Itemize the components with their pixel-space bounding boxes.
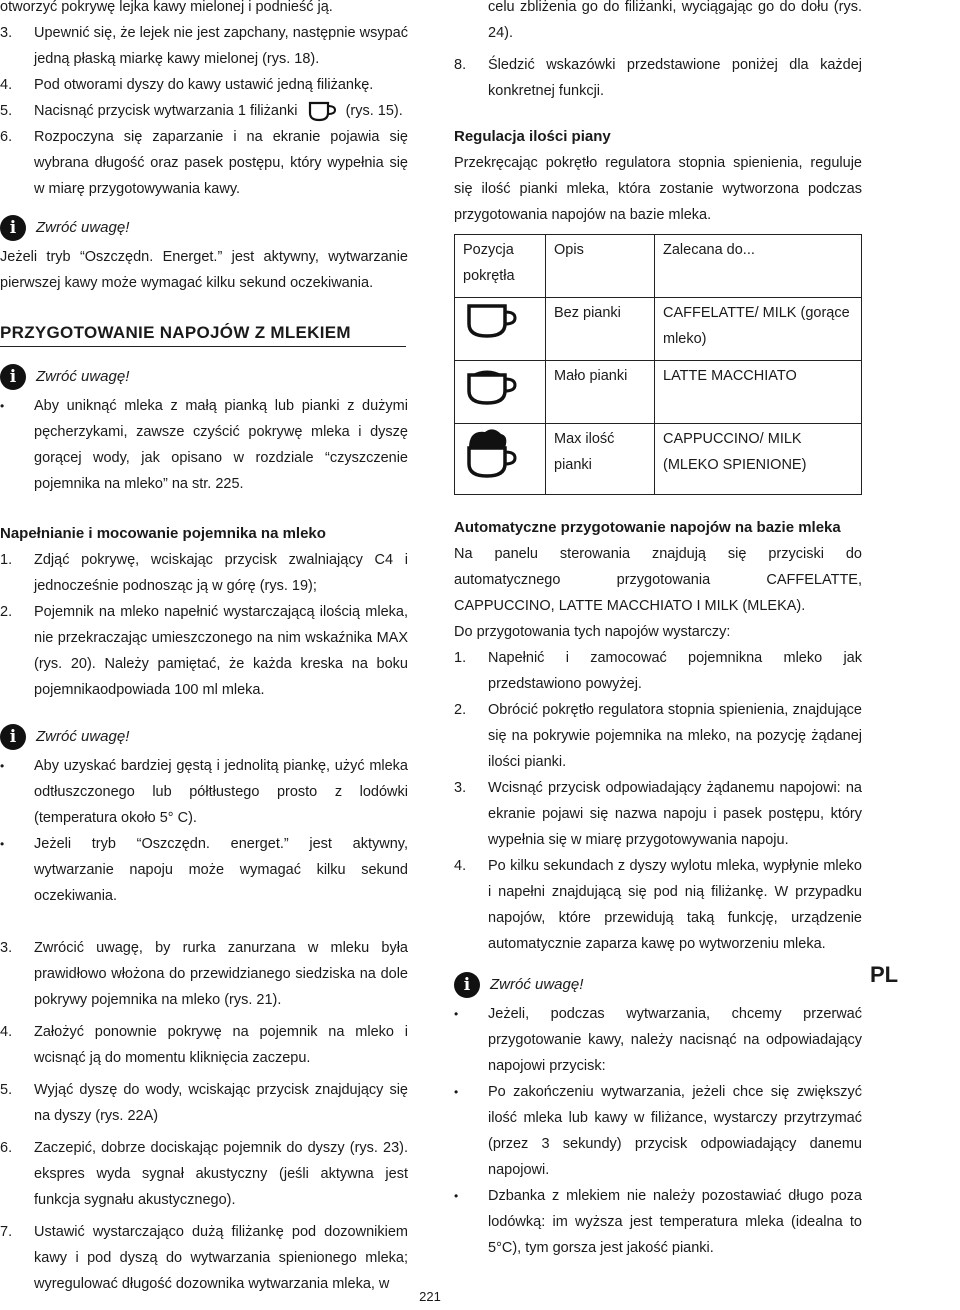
list-item [454,697,862,775]
cup-no-foam-icon [463,300,521,340]
item-text: Rozpoczyna się zaparzanie i na ekranie pojawia się wybrana długość oraz pasek postępu, który wypełnia się w miarę przygotowywania kawy. [34,129,408,197]
item-text: Ustawić wystarczająco dużą filiżankę pod dozownikiem kawy i pod dyszą do wytwarzania spienionego mleka; wyregulować długość dozownika wytwarzania mleka, w [34,1224,408,1292]
cup-icon [306,100,338,122]
language-tab: PL [870,962,899,987]
item-number: 4. [454,858,467,874]
table-header-cell: Opis [546,235,655,298]
table-cell: Mało pianki [546,361,655,424]
table-row [455,424,862,495]
table-cell-icon [455,424,546,495]
page-number: 221 [419,1289,441,1304]
list-item [0,547,408,599]
item-text: Założyć ponownie pokrywę na pojemnik na mleko i wcisnąć ją do momentu kliknięcia zaczepu. [34,1024,408,1066]
item-number: 5. [0,1082,13,1098]
note-title: Zwróć uwagę! [36,728,130,745]
item-text: Zdjąć pokrywę, wciskając przycisk zwalniający C4 i jednocześnie podnosząc ją w górę (rys. 19); [34,552,408,594]
table-header-row [455,235,862,298]
note-bullet: • Dzbanka z mlekiem nie należy pozostawiać długo poza lodówką: im wyższa jest temperatura mleka (idealna to 5°C), tym gorsza jest jakość pianki. [454,1183,862,1261]
paragraph: Do przygotowania tych napojów wystarczy: [454,624,731,640]
table-header-cell: Zalecana do... [655,235,862,298]
item-text: (rys. 15). [345,103,403,119]
table-row [455,298,862,361]
item-text: Obrócić pokrętło regulatora stopnia spienienia, znajdujące się na pokrywie pojemnika na mleko, na pozycję żądanej ilości pianki. [488,702,862,770]
section-title: PRZYGOTOWANIE NAPOJÓW Z MLEKIEM [0,320,406,347]
list-item [454,853,862,957]
info-icon: i [454,972,480,998]
table-cell-icon [455,298,546,361]
note-header [0,212,408,244]
list-item [454,645,862,697]
paragraph: Na panelu sterowania znajdują się przyciski do automatycznego przygotowania CAFFELATTE, CAPPUCCINO, LATTE MACCHIATO I MILK (MLEKA). [454,546,862,614]
continuation-text [454,0,862,46]
list-item [0,124,408,202]
note-title: Zwróć uwagę! [36,368,130,385]
subsection-heading: Automatyczne przygotowanie napojów na bazie mleka [454,519,841,536]
list-item [0,599,408,703]
item-number: 1. [0,552,13,568]
note-bullet: • Po zakończeniu wytwarzania, jeżeli chce się zwiększyć ilość mleka lub kawy w filiżance, wystarczy przytrzymać (przez 3 sekundy) przycisk odpowiadający danemu napojowi. [454,1079,862,1183]
note-header [454,969,862,1001]
item-text: Pod otworami dyszy do kawy ustawić jedną filiżankę. [34,77,374,93]
list-item [0,20,408,72]
table-header-cell: Pozycja pokrętła [455,235,546,298]
item-number: 6. [0,1140,13,1156]
note-title: Zwróć uwagę! [490,976,584,993]
item-number: 4. [0,1024,13,1040]
item-number: 2. [454,702,467,718]
item-number: 6. [0,129,13,145]
item-text: Upewnić się, że lejek nie jest zapchany, następnie wsypać jedną płaską miarkę kawy mielonej (rys. 18). [34,25,408,67]
item-number: 8. [454,57,467,73]
item-text: Zwrócić uwagę, by rurka zanurzana w mleku była prawidłowo włożona do przewidzianego siedziska na dole pokrywy pojemnika na mleko (rys. 21). [34,940,408,1008]
table-cell: LATTE MACCHIATO [655,361,862,424]
note-header [0,721,408,753]
note-header [0,361,408,393]
item-text: Zaczepić, dobrze dociskając pojemnik do dyszy (rys. 23). ekspres wyda sygnał akustyczny (jeśli aktywna jest funkcja sygnału akustycznego). [34,1140,408,1208]
item-text: Śledzić wskazówki przedstawione poniżej dla każdej konkretnej funkcji. [488,57,862,99]
subsection-heading: Regulacja ilości piany [454,128,611,145]
list-item [0,935,408,1013]
item-text: Wcisnąć przycisk odpowiadający żądanemu napojowi: na ekranie pojawi się nazwa napoju i pasek postępu, który wypełnia się w miarę przygotowywania napoju. [488,780,862,848]
note-text: Jeżeli tryb “Oszczędn. Energet.” jest aktywny, wytwarzanie pierwszej kawy może wymagać kilku sekund oczekiwania. [0,249,408,291]
list-item [454,52,862,104]
list-item [454,775,862,853]
table-row [455,361,862,424]
item-number: 5. [0,103,13,119]
item-number: 4. [0,77,13,93]
item-text: celu zbliżenia go do filiżanki, wyciągając go do dołu (rys. 24). [488,0,862,41]
table-cell: Max ilość pianki [546,424,655,495]
info-icon: i [0,215,26,241]
item-number: 2. [0,604,13,620]
item-number: 7. [0,1224,13,1240]
note-title: Zwróć uwagę! [36,219,130,236]
list-item [0,1135,408,1213]
cup-little-foam-icon [463,363,521,407]
info-icon: i [0,364,26,390]
note-bullet: • Jeżeli tryb “Oszczędn. energet.” jest aktywny, wytwarzanie napoju może wymagać kilku sekund oczekiwania. [0,831,408,909]
right-column [454,0,862,1261]
list-item [0,1019,408,1071]
table-cell-icon [455,361,546,424]
left-column [0,0,408,1297]
list-item [0,72,408,98]
note-bullet: • Aby uniknąć mleka z małą pianką lub pianki z dużymi pęcherzykami, zawsze czyścić pokrywę mleka i dyszę gorącej wody, jak opisano w rozdziale “czyszczenie pojemnika na mleko” na str. 225. [0,393,408,497]
item-text: Po kilku sekundach z dyszy wylotu mleka, wypłynie mleko i napełni znajdującą się pod nią filiżankę. W przypadku napojów, które przewidują taką funkcję, urządzenie automatycznie zaparza kawę po wytworzeniu mleka. [488,858,862,952]
list-item [0,1077,408,1129]
item-text: Nacisnąć przycisk wytwarzania 1 filiżanki [34,103,298,119]
item-number: 3. [0,940,13,956]
item-number: 3. [0,25,13,41]
paragraph: Przekręcając pokrętło regulatora stopnia spienienia, reguluje się ilość pianki mleka, która zostanie wytworzona podczas przygotowania napojów na bazie mleka. [454,155,862,223]
table-cell: Bez pianki [546,298,655,361]
list-item [0,98,408,124]
item-number: 1. [454,650,467,666]
item-text: Pojemnik na mleko napełnić wystarczającą ilością mleka, nie przekraczając umieszczonego na nim wskaźnika MAX (rys. 20). Należy pamiętać, że każda kreska na boku pojemnikaodpowiada 100 ml mleka. [34,604,408,698]
cup-max-foam-icon [463,426,521,480]
intro-line: otworzyć pokrywę lejka kawy mielonej i podnieść ją. [0,0,333,15]
table-cell: CAFFELATTE/ MILK (gorące mleko) [655,298,862,361]
note-bullet: • Aby uzyskać bardziej gęstą i jednolitą piankę, użyć mleka odtłuszczonego lub półtłustego prosto z lodówki (temperatura około 5° C). [0,753,408,831]
item-text: Napełnić i zamocować pojemnikna mleko jak przedstawiono powyżej. [488,650,862,692]
subsection-heading: Napełnianie i mocowanie pojemnika na mleko [0,525,326,542]
item-number: 3. [454,780,467,796]
table-cell: CAPPUCCINO/ MILK (MLEKO SPIENIONE) [655,424,862,495]
info-icon: i [0,724,26,750]
note-bullet: • Jeżeli, podczas wytwarzania, chcemy przerwać przygotowanie kawy, należy nacisnąć na odpowiadający napojowi przycisk: [454,1001,862,1079]
foam-table [454,234,862,495]
item-text: Wyjąć dyszę do wody, wciskając przycisk znajdujący się na dyszy (rys. 22A) [34,1082,408,1124]
